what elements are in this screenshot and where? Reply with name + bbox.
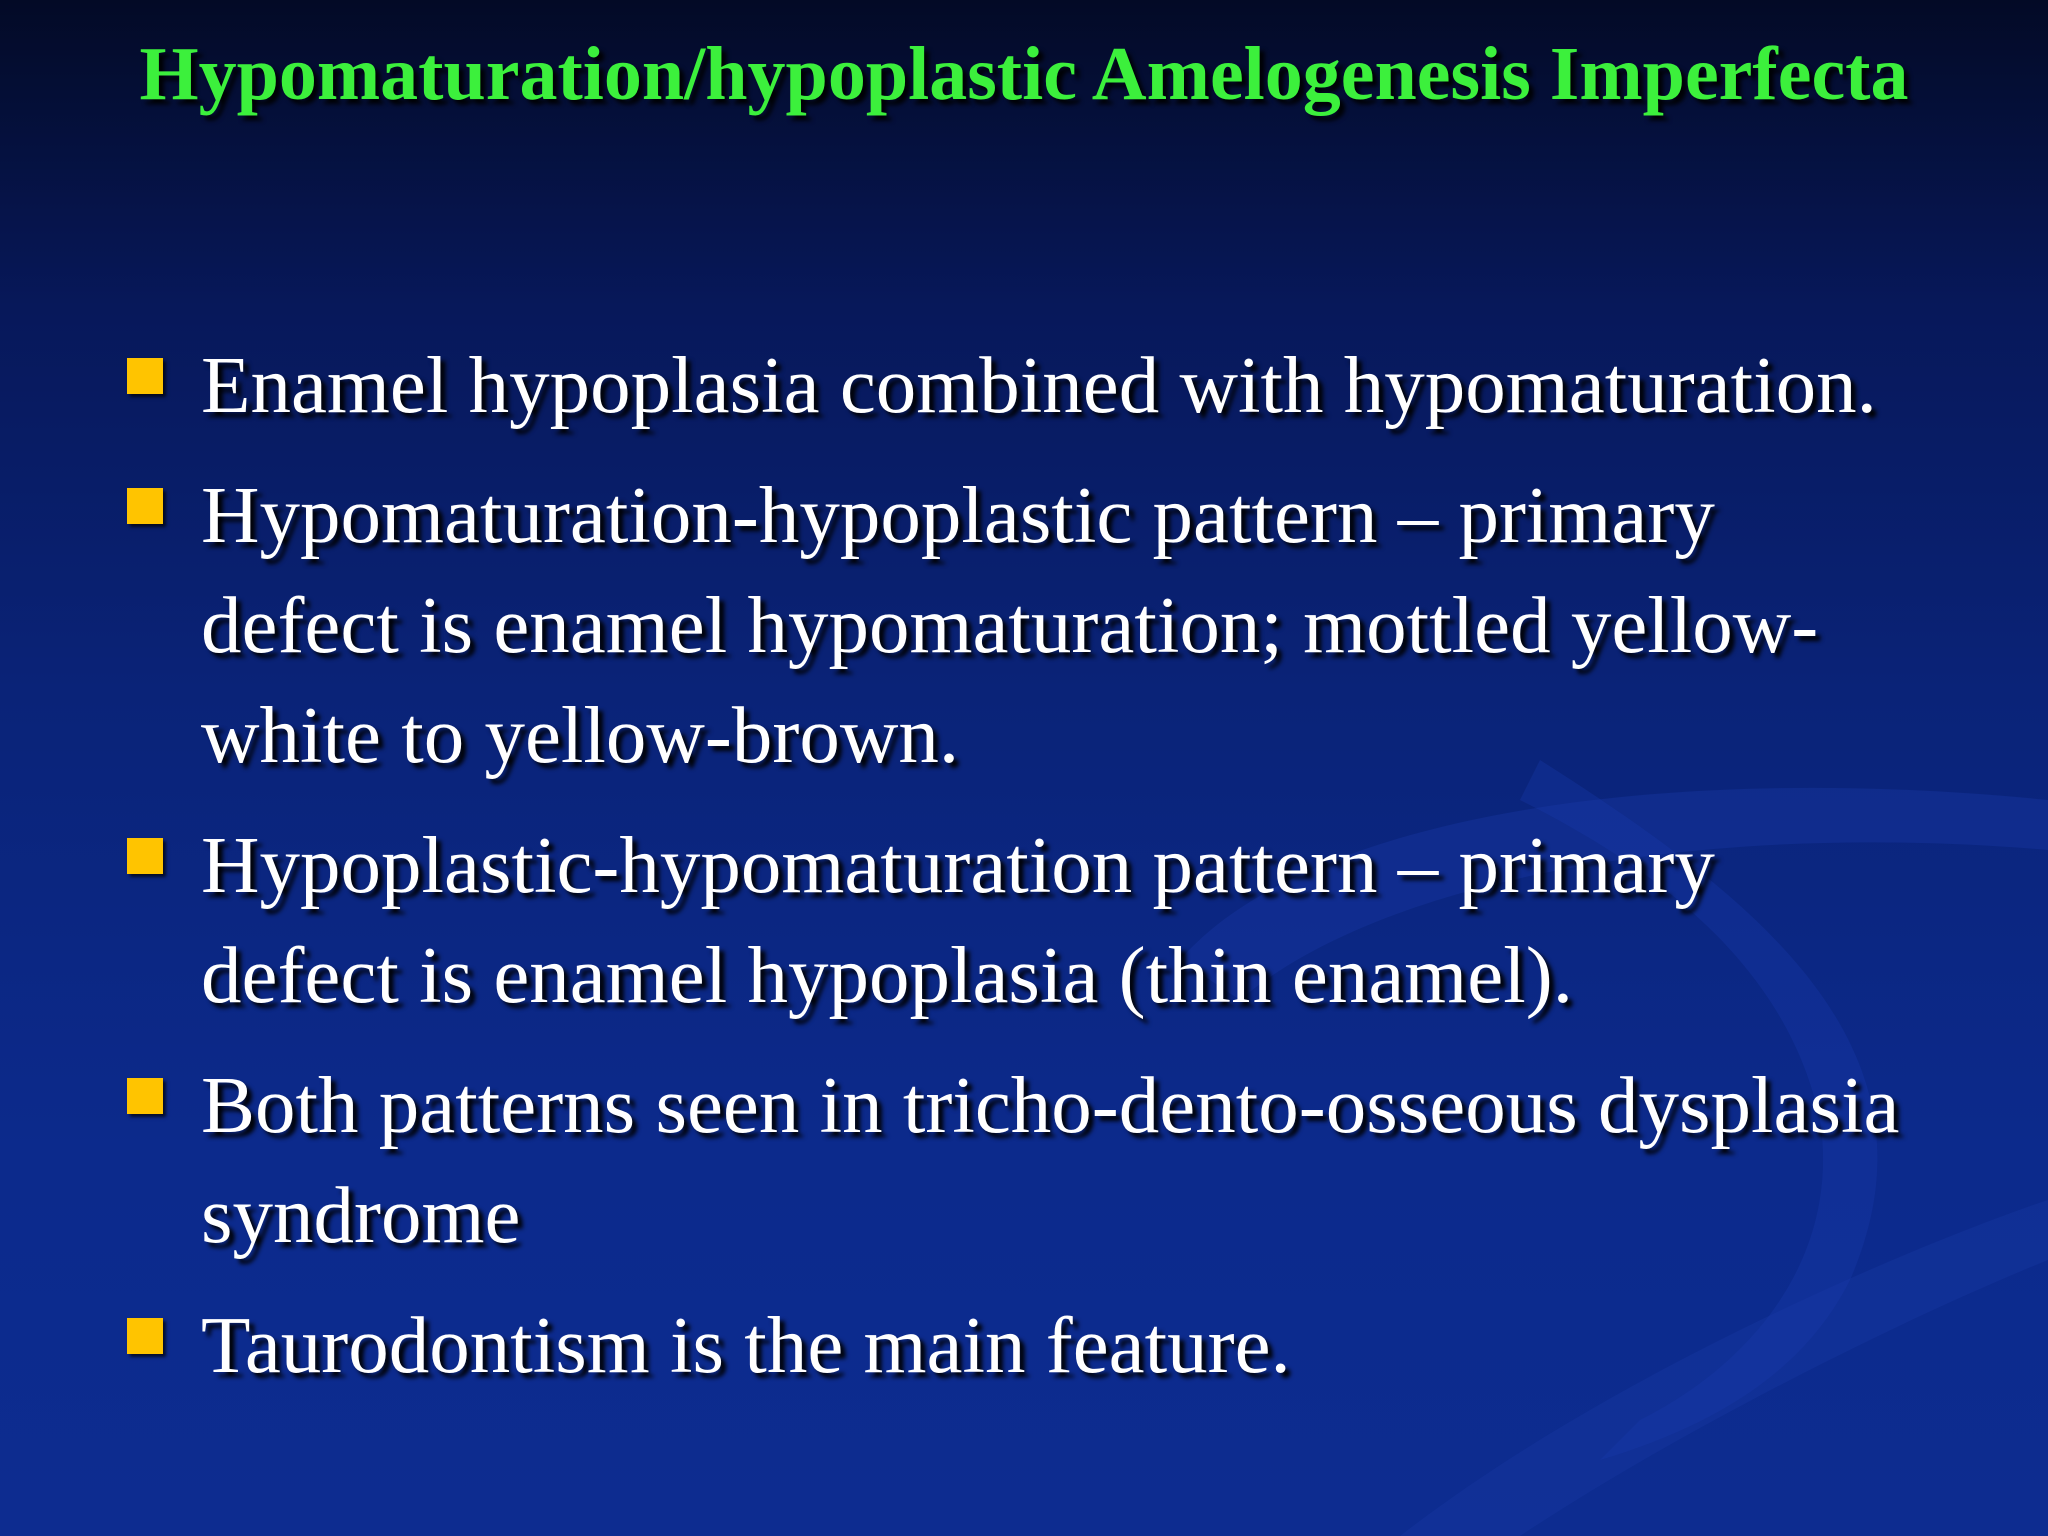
square-bullet-icon (127, 1318, 163, 1354)
square-bullet-icon (127, 1078, 163, 1114)
bullet-text: Both patterns seen in tricho-dento-osseous dysplasia syndrome (201, 1060, 1900, 1260)
bullet-text: Enamel hypoplasia combined with hypomaturation. (201, 340, 1877, 430)
bullet-text: Hypoplastic-hypomaturation pattern – primary defect is enamel hypoplasia (thin enamel). (201, 820, 1715, 1020)
bullet-text: Taurodontism is the main feature. (201, 1300, 1291, 1390)
bullet-text: Hypomaturation-hypoplastic pattern – primary defect is enamel hypomaturation; mottled yellow-white to yellow-brown. (201, 470, 1819, 780)
bullet-item (127, 1050, 1917, 1270)
slide-title: Hypomaturation/hypoplastic Amelogenesis Imperfecta (139, 32, 1909, 116)
bullet-item (127, 810, 1917, 1030)
bullet-item (127, 330, 1917, 440)
square-bullet-icon (127, 488, 163, 524)
bullet-item (127, 1290, 1917, 1400)
square-bullet-icon (127, 358, 163, 394)
bullet-item (127, 460, 1917, 790)
bullet-list (127, 330, 1917, 1420)
square-bullet-icon (127, 838, 163, 874)
